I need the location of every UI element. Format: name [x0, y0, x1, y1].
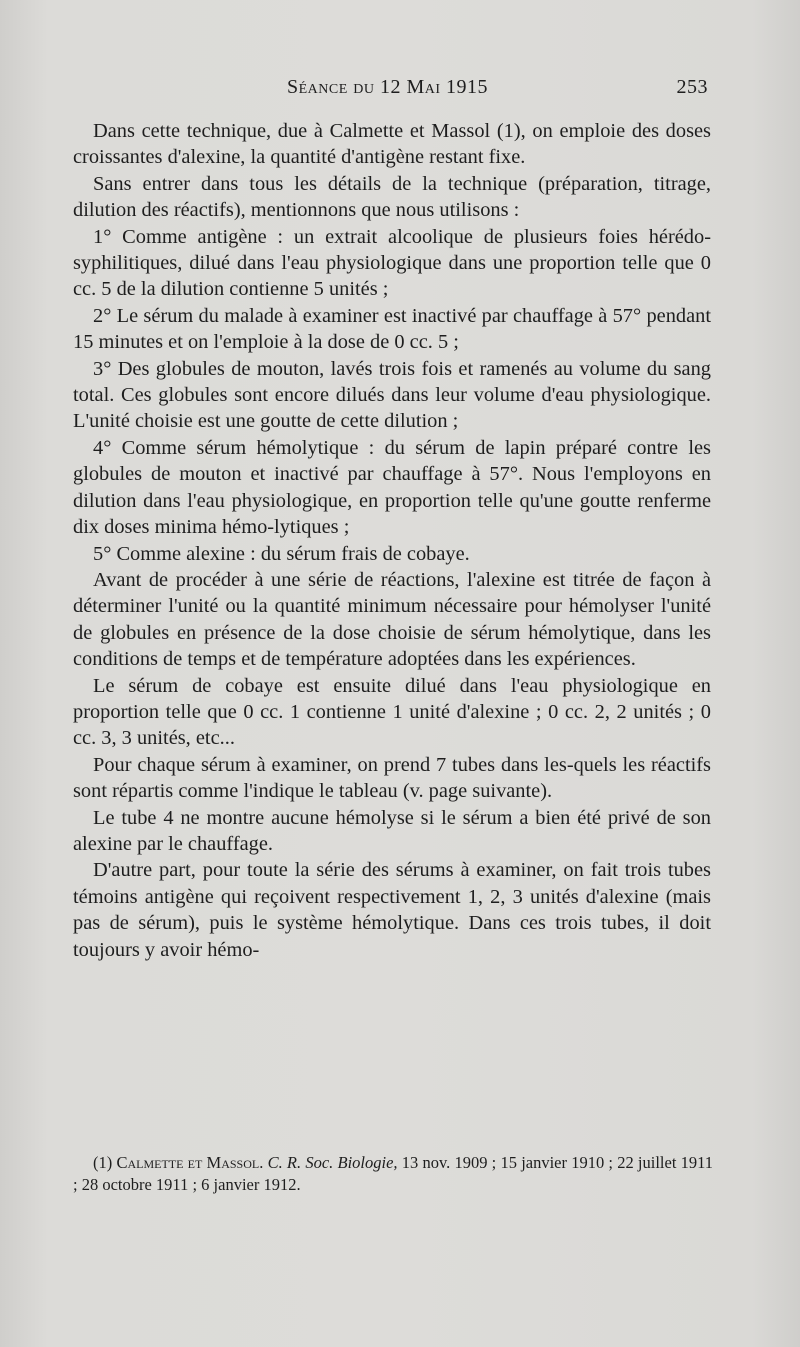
paragraph: Pour chaque sérum à examiner, on prend 7 tubes dans les-quels les réactifs sont répartis comme l'indique le tableau (v. page suivante). — [73, 753, 711, 803]
paragraph: 2° Le sérum du malade à examiner est inactivé par chauffage à 57° pendant 15 minutes et on l'emploie à la dose de 0 cc. 5 ; — [73, 304, 711, 354]
footnote — [73, 1152, 713, 1196]
running-head: Séance du 12 Mai 1915 — [287, 76, 489, 98]
footnote-marker: (1) — [93, 1153, 113, 1172]
paragraph: Avant de procéder à une série de réactions, l'alexine est titrée de façon à déterminer l'unité ou la quantité minimum nécessaire pour hémolyser l'unité de globules en présence de la dose choisie de sérum hémolytique, dans les conditions de temps et de température adoptées dans les expériences. — [73, 568, 711, 671]
paragraph: Le tube 4 ne montre aucune hémolyse si le sérum a bien été privé de son alexine par le chauffage. — [73, 806, 711, 855]
footnote-journal: C. R. Soc. Biologie, — [267, 1153, 398, 1172]
footnote-text — [73, 1152, 713, 1196]
body-text — [73, 118, 711, 963]
page-header — [0, 72, 800, 102]
paragraph: 1° Comme antigène : un extrait alcoolique de plusieurs foies hérédo-syphilitiques, dilué dans l'eau physiologique dans une proportion telle que 0 cc. 5 de la dilution contienne 5 unités ; — [73, 225, 711, 301]
footnote-authors: Calmette et Massol. — [116, 1153, 264, 1172]
paragraph: 4° Comme sérum hémolytique : du sérum de lapin préparé contre les globules de mouton et inactivé par chauffage à 57°. Nous l'employons en dilution dans l'eau physiologique, en proportion telle qu'une goutte renferme dix doses minima hémo-lytiques ; — [73, 436, 711, 539]
paragraph: Le sérum de cobaye est ensuite dilué dans l'eau physiologique en proportion telle que 0 cc. 1 contienne 1 unité d'alexine ; 0 cc. 2, 2 unités ; 0 cc. 3, 3 unités, etc... — [73, 674, 711, 750]
paragraph: 5° Comme alexine : du sérum frais de cobaye. — [93, 542, 470, 565]
paragraph: Dans cette technique, due à Calmette et Massol (1), on emploie des doses croissantes d'alexine, la quantité d'antigène restant fixe. — [73, 120, 711, 169]
paragraph: Sans entrer dans tous les détails de la technique (préparation, titrage, dilution des réactifs), mentionnons que nous utilisons : — [73, 172, 711, 222]
page-number: 253 — [676, 76, 708, 98]
footnote-dates: 13 nov. 1909 ; 15 janvier 1910 ; 22 juillet 1911 ; 28 octobre 1911 ; 6 janvier 1912. — [73, 1153, 714, 1194]
paragraph: 3° Des globules de mouton, lavés trois fois et ramenés au volume du sang total. Ces globules sont encore dilués dans leur volume d'eau physiologique. L'unité choisie est une goutte de cette dilution ; — [73, 357, 711, 433]
paragraph: D'autre part, pour toute la série des sérums à examiner, on fait trois tubes témoins antigène qui reçoivent respectivement 1, 2, 3 unités d'alexine (mais pas de sérum), puis le système hémolytique. Dans ces trois tubes, il doit toujours y avoir hémo- — [73, 859, 711, 961]
